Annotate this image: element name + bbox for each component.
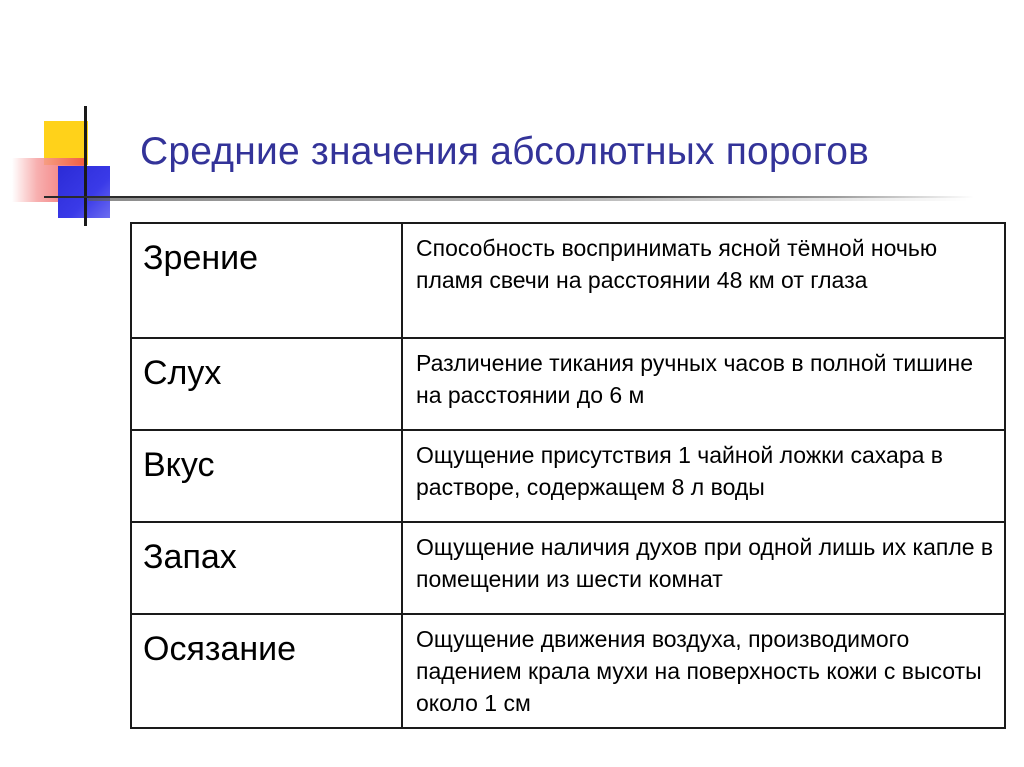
description-cell: Ощущение присутствия 1 чайной ложки сахара в растворе, содержащем 8 л воды: [402, 430, 1005, 522]
decorative-vertical-line: [84, 106, 87, 226]
table-row: [131, 522, 1005, 614]
sense-cell: Слух: [131, 338, 402, 430]
table-row: [131, 614, 1005, 728]
description-cell: Способность воспринимать ясной тёмной ночью пламя свечи на расстоянии 48 км от глаза: [402, 223, 1005, 338]
thresholds-table: [130, 222, 1006, 729]
description-cell: Различение тикания ручных часов в полной тишине на расстоянии до 6 м: [402, 338, 1005, 430]
table-row: [131, 223, 1005, 338]
description-cell: Ощущение движения воздуха, производимого падением крала мухи на поверхность кожи с высоты около 1 см: [402, 614, 1005, 728]
slide-title: Средние значения абсолютных порогов: [140, 130, 870, 173]
sense-cell: Запах: [131, 522, 402, 614]
title-underline-shadow: [88, 198, 968, 201]
description-cell: Ощущение наличия духов при одной лишь их капле в помещении из шести комнат: [402, 522, 1005, 614]
table-row: [131, 338, 1005, 430]
sense-cell: Вкус: [131, 430, 402, 522]
sense-cell: Осязание: [131, 614, 402, 728]
sense-cell: Зрение: [131, 223, 402, 338]
table-row: [131, 430, 1005, 522]
